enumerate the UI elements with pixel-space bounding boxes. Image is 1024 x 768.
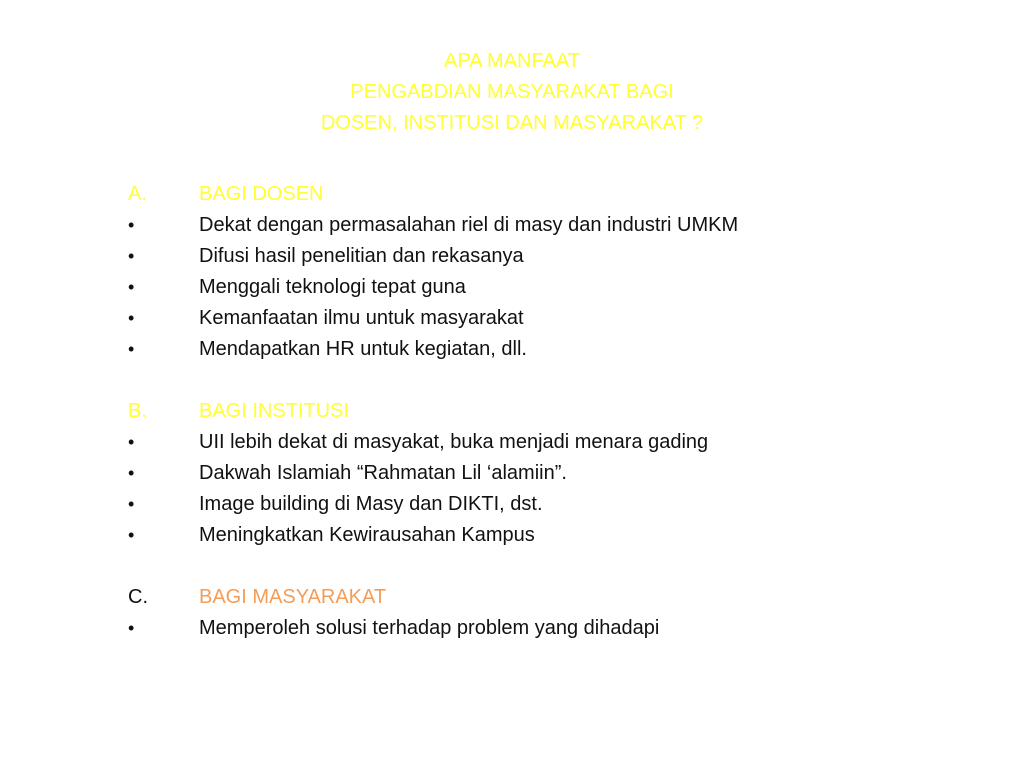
list-item	[128, 613, 988, 644]
list-item	[128, 241, 988, 272]
section-spacer	[128, 365, 988, 396]
list-item	[128, 427, 988, 458]
bullet-icon: •	[128, 494, 135, 514]
section-c-heading	[128, 582, 988, 613]
list-item-text: Memperoleh solusi terhadap problem yang dihadapi	[199, 617, 660, 639]
list-item-text: Menggali teknologi tepat guna	[199, 276, 466, 298]
section-c-title: BAGI MASYARAKAT	[199, 586, 387, 608]
list-item	[128, 520, 988, 551]
list-item-text: Meningkatkan Kewirausahan Kampus	[199, 524, 535, 546]
section-b-marker: B.	[128, 400, 147, 422]
section-b-heading	[128, 396, 988, 427]
list-item-text: Dakwah Islamiah “Rahmatan Lil ‘alamiin”.	[199, 462, 567, 484]
list-item	[128, 489, 988, 520]
section-a-marker: A.	[128, 183, 147, 205]
section-a-heading	[128, 179, 988, 210]
list-item	[128, 458, 988, 489]
list-item	[128, 334, 988, 365]
bullet-icon: •	[128, 463, 135, 483]
bullet-icon: •	[128, 525, 135, 545]
list-item	[128, 210, 988, 241]
list-item-text: Mendapatkan HR untuk kegiatan, dll.	[199, 338, 527, 360]
section-b-title: BAGI INSTITUSI	[199, 400, 350, 422]
list-item-text: UII lebih dekat di masyakat, buka menjadi menara gading	[199, 431, 709, 453]
list-item-text: Kemanfaatan ilmu untuk masyarakat	[199, 307, 524, 329]
bullet-icon: •	[128, 432, 135, 452]
list-item-text: Difusi hasil penelitian dan rekasanya	[199, 245, 524, 267]
title-line-1: APA MANFAAT	[444, 50, 580, 72]
bullet-icon: •	[128, 277, 135, 297]
slide-content	[128, 179, 988, 644]
bullet-icon: •	[128, 215, 135, 235]
list-item	[128, 272, 988, 303]
bullet-icon: •	[128, 246, 135, 266]
bullet-icon: •	[128, 308, 135, 328]
list-item-text: Image building di Masy dan DIKTI, dst.	[199, 493, 543, 515]
bullet-icon: •	[128, 618, 135, 638]
list-item	[128, 303, 988, 334]
title-line-2: PENGABDIAN MASYARAKAT BAGI	[350, 81, 674, 103]
section-c-marker: C.	[128, 586, 148, 608]
section-a-title: BAGI DOSEN	[199, 183, 324, 205]
slide-title	[0, 46, 1024, 139]
title-line-3: DOSEN, INSTITUSI DAN MASYARAKAT ?	[320, 112, 704, 134]
list-item-text: Dekat dengan permasalahan riel di masy dan industri UMKM	[199, 214, 739, 236]
bullet-icon: •	[128, 339, 135, 359]
section-spacer	[128, 551, 988, 582]
